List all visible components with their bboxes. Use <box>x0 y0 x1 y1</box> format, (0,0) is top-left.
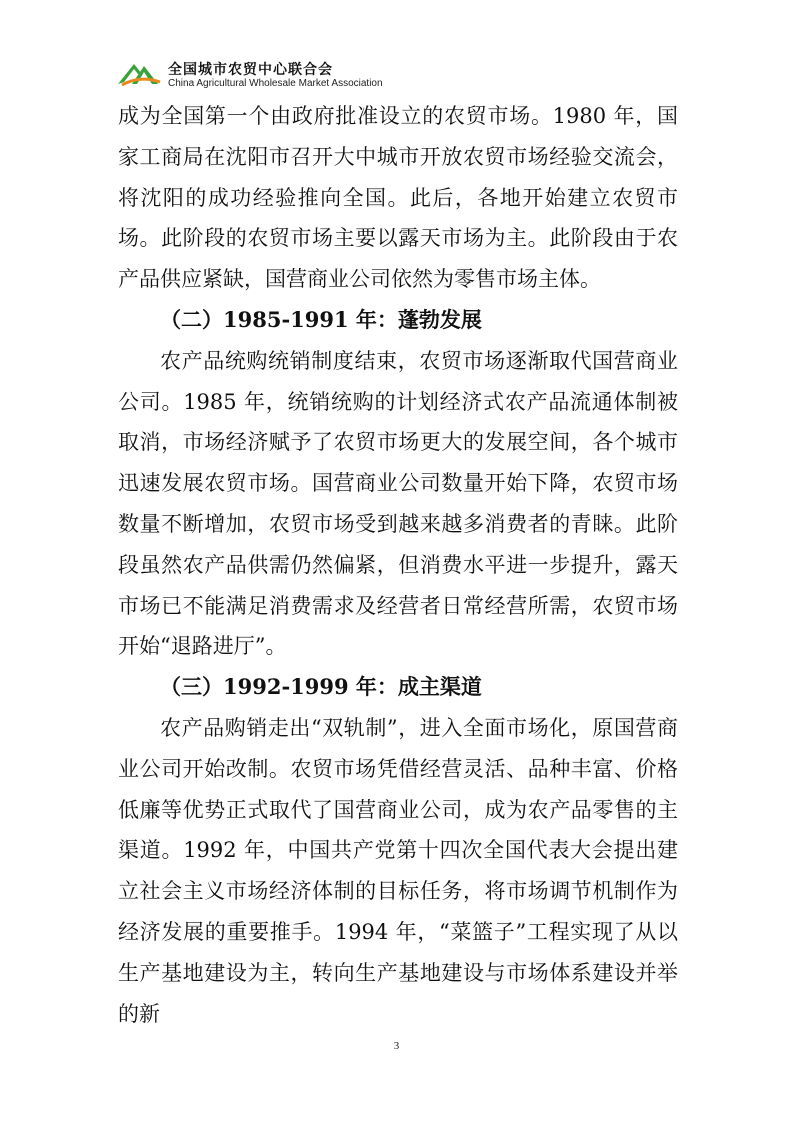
org-name-cn: 全国城市农贸中心联合会 <box>168 62 333 78</box>
paragraph: 农产品统购统销制度结束，农贸市场逐渐取代国营商业公司。1985 年，统销统购的计划经济式农产品流通体制被取消，市场经济赋予了农贸市场更大的发展空间，各个城市迅速发展农贸市场。国营商业公司数量开始下降，农贸市场数量不断增加，农贸市场受到越来越多消费者的青睐。此阶段虽然农产品供需仍然偏紧，但消费水平进一步提升，露天市场已不能满足消费需求及经营者日常经营所需，农贸市场开始“退路进厅”。 <box>118 348 678 659</box>
section-heading: （三）1992-1999 年：成主渠道 <box>160 674 482 700</box>
section-heading: （二）1985-1991 年：蓬勃发展 <box>160 306 482 332</box>
org-name-en: China Agricultural Wholesale Market Association <box>168 78 383 89</box>
mountain-logo-icon <box>118 60 162 88</box>
page-header <box>118 56 418 96</box>
paragraph: 农产品购销走出“双轨制”，进入全面市场化，原国营商业公司开始改制。农贸市场凭借经营灵活、品种丰富、价格低廉等优势正式取代了国营商业公司，成为农产品零售的主渠道。1992 年，中国共产党第十四次全国代表大会提出建立社会主义市场经济体制的目标任务，将市场调节机制作为经济发展的重要推手。1994 年，“菜篮子”工程实现了从以生产基地建设为主，转向生产基地建设与市场体系建设并举的新 <box>118 715 678 1026</box>
paragraph: 成为全国第一个由政府批准设立的农贸市场。1980 年，国家工商局在沈阳市召开大中城市开放农贸市场经验交流会，将沈阳的成功经验推向全国。此后，各地开始建立农贸市场。此阶段的农贸市场主要以露天市场为主。此阶段由于农产品供应紧缺，国营商业公司依然为零售市场主体。 <box>118 104 678 292</box>
page-number: 3 <box>393 1040 400 1052</box>
document-body <box>118 96 678 1034</box>
